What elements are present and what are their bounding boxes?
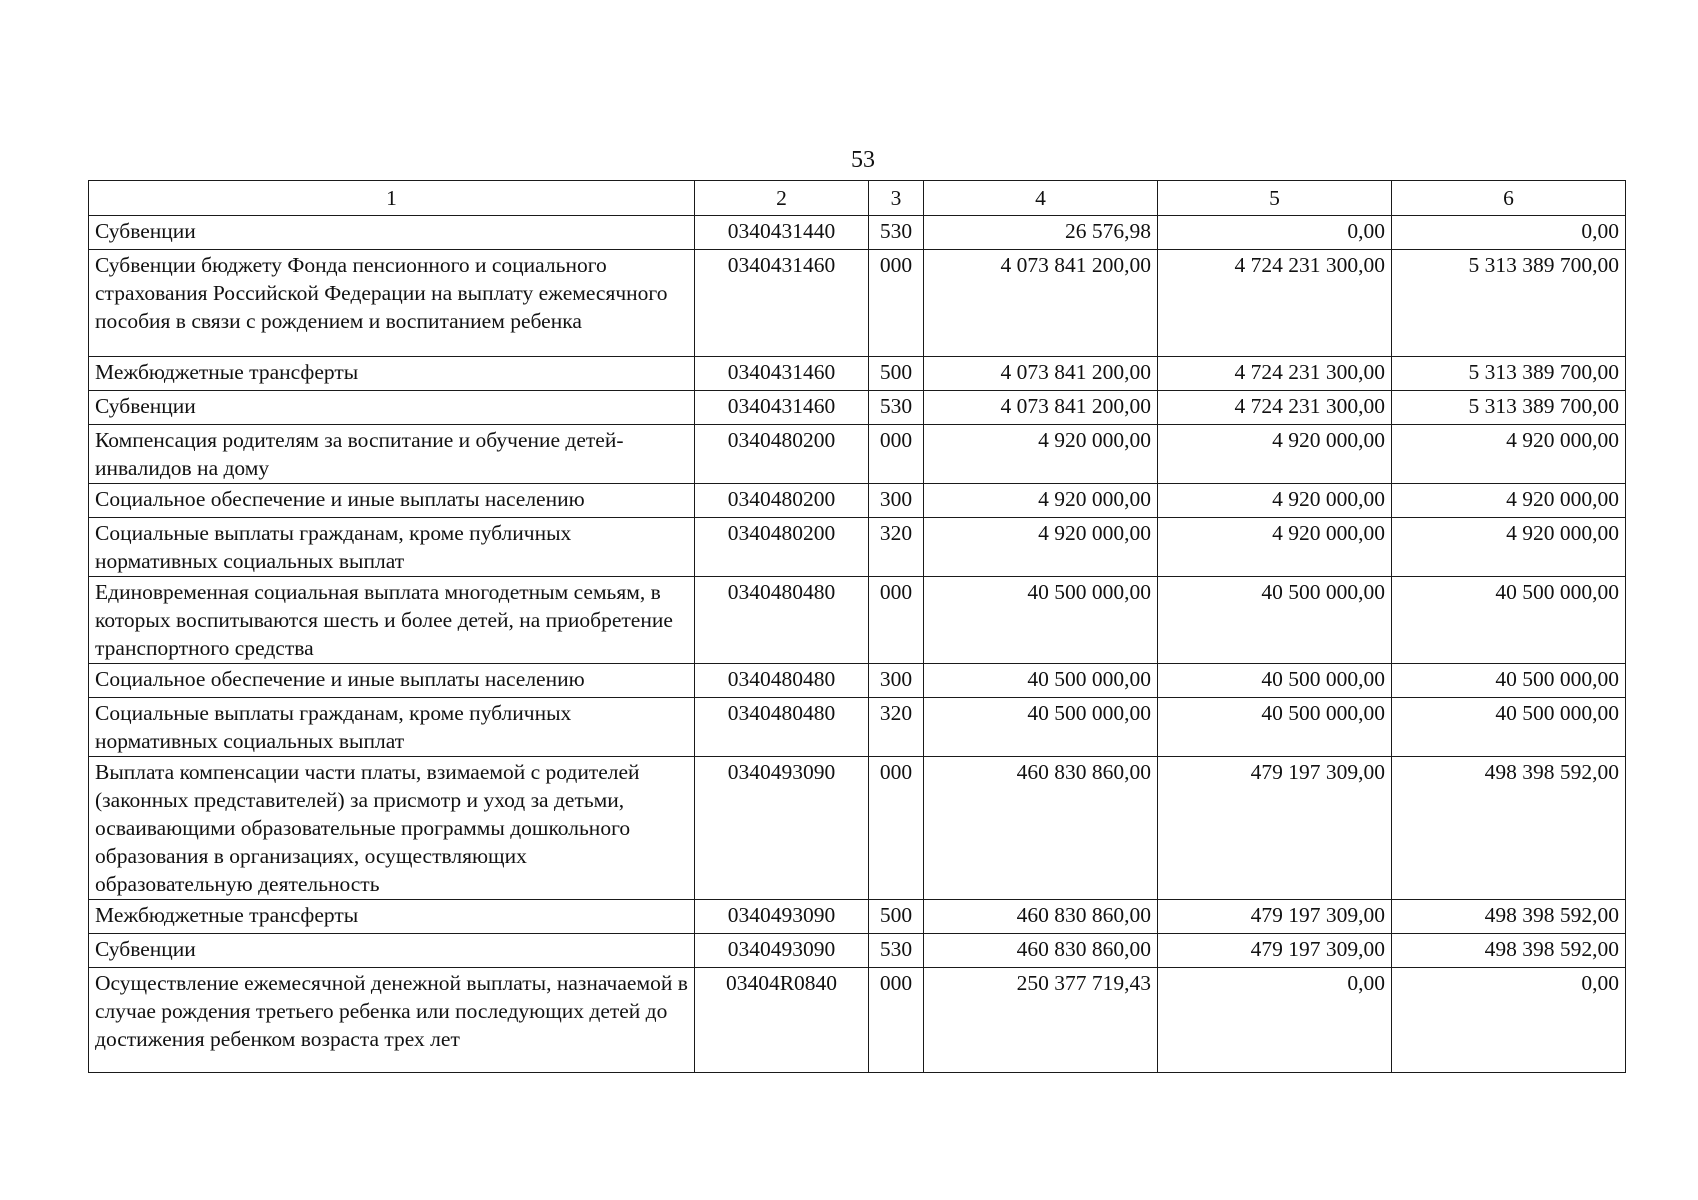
row-value-col4-cell: 4 073 841 200,00 (924, 357, 1158, 391)
row-name-cell: Субвенции (89, 934, 695, 968)
row-name-cell: Субвенции (89, 216, 695, 250)
row-name-cell: Выплата компенсации части платы, взимаемой с родителей (законных представителей) за присмотр и уход за детьми, осваивающими образовательные программы дошкольного образования в организациях, осуществляющих образовательную деятельность (89, 757, 695, 900)
row-value-col6-cell: 4 920 000,00 (1392, 484, 1626, 518)
row-value-col5-cell: 4 724 231 300,00 (1158, 250, 1392, 357)
row-expense-type-cell: 500 (869, 900, 924, 934)
table-row (89, 216, 1626, 250)
header-row (89, 181, 1626, 216)
row-code-cell: 0340493090 (695, 900, 869, 934)
row-code-cell: 0340493090 (695, 934, 869, 968)
column-header-3: 3 (869, 181, 924, 216)
row-name-cell: Межбюджетные трансферты (89, 900, 695, 934)
table-row (89, 250, 1626, 357)
row-code-cell: 0340480200 (695, 484, 869, 518)
row-code-cell: 0340431460 (695, 391, 869, 425)
column-header-6: 6 (1392, 181, 1626, 216)
row-value-col5-cell: 479 197 309,00 (1158, 900, 1392, 934)
budget-table (88, 180, 1626, 1073)
row-code-cell: 03404R0840 (695, 968, 869, 1073)
row-value-col6-cell: 5 313 389 700,00 (1392, 250, 1626, 357)
row-expense-type-cell: 530 (869, 934, 924, 968)
row-code-cell: 0340493090 (695, 757, 869, 900)
page-number: 53 (851, 147, 875, 173)
row-value-col6-cell: 40 500 000,00 (1392, 664, 1626, 698)
row-value-col5-cell: 479 197 309,00 (1158, 934, 1392, 968)
row-value-col4-cell: 460 830 860,00 (924, 934, 1158, 968)
row-expense-type-cell: 000 (869, 577, 924, 664)
row-name-cell: Компенсация родителям за воспитание и обучение детей-инвалидов на дому (89, 425, 695, 484)
row-name-cell: Единовременная социальная выплата многодетным семьям, в которых воспитываются шесть и более детей, на приобретение транспортного средства (89, 577, 695, 664)
row-value-col5-cell: 4 920 000,00 (1158, 518, 1392, 577)
row-value-col6-cell: 0,00 (1392, 968, 1626, 1073)
table-row (89, 577, 1626, 664)
budget-table-body (89, 181, 1626, 1073)
row-value-col6-cell: 40 500 000,00 (1392, 698, 1626, 757)
row-value-col5-cell: 479 197 309,00 (1158, 757, 1392, 900)
row-value-col6-cell: 4 920 000,00 (1392, 425, 1626, 484)
row-value-col4-cell: 4 920 000,00 (924, 484, 1158, 518)
table-row (89, 968, 1626, 1073)
table-row (89, 518, 1626, 577)
table-row (89, 900, 1626, 934)
row-value-col5-cell: 4 920 000,00 (1158, 425, 1392, 484)
row-code-cell: 0340480200 (695, 425, 869, 484)
row-name-cell: Социальное обеспечение и иные выплаты населению (89, 484, 695, 518)
row-value-col4-cell: 460 830 860,00 (924, 900, 1158, 934)
row-value-col4-cell: 4 073 841 200,00 (924, 391, 1158, 425)
row-expense-type-cell: 300 (869, 664, 924, 698)
row-expense-type-cell: 500 (869, 357, 924, 391)
table-row (89, 934, 1626, 968)
table-row (89, 698, 1626, 757)
row-expense-type-cell: 000 (869, 757, 924, 900)
row-name-cell: Межбюджетные трансферты (89, 357, 695, 391)
row-expense-type-cell: 320 (869, 518, 924, 577)
row-value-col6-cell: 498 398 592,00 (1392, 757, 1626, 900)
table-row (89, 664, 1626, 698)
row-value-col5-cell: 4 724 231 300,00 (1158, 391, 1392, 425)
column-header-2: 2 (695, 181, 869, 216)
row-expense-type-cell: 300 (869, 484, 924, 518)
row-name-cell: Социальные выплаты гражданам, кроме публичных нормативных социальных выплат (89, 698, 695, 757)
row-name-cell: Субвенции бюджету Фонда пенсионного и социального страхования Российской Федерации на выплату ежемесячного пособия в связи с рождением и воспитанием ребенка (89, 250, 695, 357)
row-expense-type-cell: 000 (869, 250, 924, 357)
row-value-col4-cell: 40 500 000,00 (924, 664, 1158, 698)
row-name-cell: Социальные выплаты гражданам, кроме публичных нормативных социальных выплат (89, 518, 695, 577)
row-value-col4-cell: 26 576,98 (924, 216, 1158, 250)
row-code-cell: 0340431460 (695, 357, 869, 391)
row-value-col5-cell: 4 724 231 300,00 (1158, 357, 1392, 391)
row-name-cell: Осуществление ежемесячной денежной выплаты, назначаемой в случае рождения третьего ребенка или последующих детей до достижения ребенком возраста трех лет (89, 968, 695, 1073)
row-value-col4-cell: 40 500 000,00 (924, 698, 1158, 757)
row-value-col6-cell: 498 398 592,00 (1392, 934, 1626, 968)
row-value-col5-cell: 0,00 (1158, 968, 1392, 1073)
column-header-5: 5 (1158, 181, 1392, 216)
row-expense-type-cell: 320 (869, 698, 924, 757)
row-value-col6-cell: 5 313 389 700,00 (1392, 357, 1626, 391)
table-row (89, 357, 1626, 391)
row-expense-type-cell: 530 (869, 216, 924, 250)
row-value-col6-cell: 4 920 000,00 (1392, 518, 1626, 577)
column-header-1: 1 (89, 181, 695, 216)
row-name-cell: Субвенции (89, 391, 695, 425)
row-value-col6-cell: 498 398 592,00 (1392, 900, 1626, 934)
row-name-cell: Социальное обеспечение и иные выплаты населению (89, 664, 695, 698)
row-code-cell: 0340480480 (695, 577, 869, 664)
table-row (89, 425, 1626, 484)
row-value-col6-cell: 5 313 389 700,00 (1392, 391, 1626, 425)
table-row (89, 391, 1626, 425)
column-header-4: 4 (924, 181, 1158, 216)
row-value-col4-cell: 4 073 841 200,00 (924, 250, 1158, 357)
row-value-col5-cell: 4 920 000,00 (1158, 484, 1392, 518)
row-value-col6-cell: 40 500 000,00 (1392, 577, 1626, 664)
table-row (89, 484, 1626, 518)
row-code-cell: 0340431440 (695, 216, 869, 250)
row-code-cell: 0340480480 (695, 698, 869, 757)
row-expense-type-cell: 000 (869, 425, 924, 484)
row-code-cell: 0340480480 (695, 664, 869, 698)
row-value-col5-cell: 40 500 000,00 (1158, 577, 1392, 664)
row-value-col4-cell: 250 377 719,43 (924, 968, 1158, 1073)
row-value-col5-cell: 40 500 000,00 (1158, 698, 1392, 757)
row-expense-type-cell: 000 (869, 968, 924, 1073)
row-value-col5-cell: 0,00 (1158, 216, 1392, 250)
row-value-col5-cell: 40 500 000,00 (1158, 664, 1392, 698)
row-value-col6-cell: 0,00 (1392, 216, 1626, 250)
row-value-col4-cell: 40 500 000,00 (924, 577, 1158, 664)
row-code-cell: 0340431460 (695, 250, 869, 357)
row-value-col4-cell: 4 920 000,00 (924, 425, 1158, 484)
row-code-cell: 0340480200 (695, 518, 869, 577)
table-row (89, 757, 1626, 900)
row-expense-type-cell: 530 (869, 391, 924, 425)
row-value-col4-cell: 4 920 000,00 (924, 518, 1158, 577)
row-value-col4-cell: 460 830 860,00 (924, 757, 1158, 900)
